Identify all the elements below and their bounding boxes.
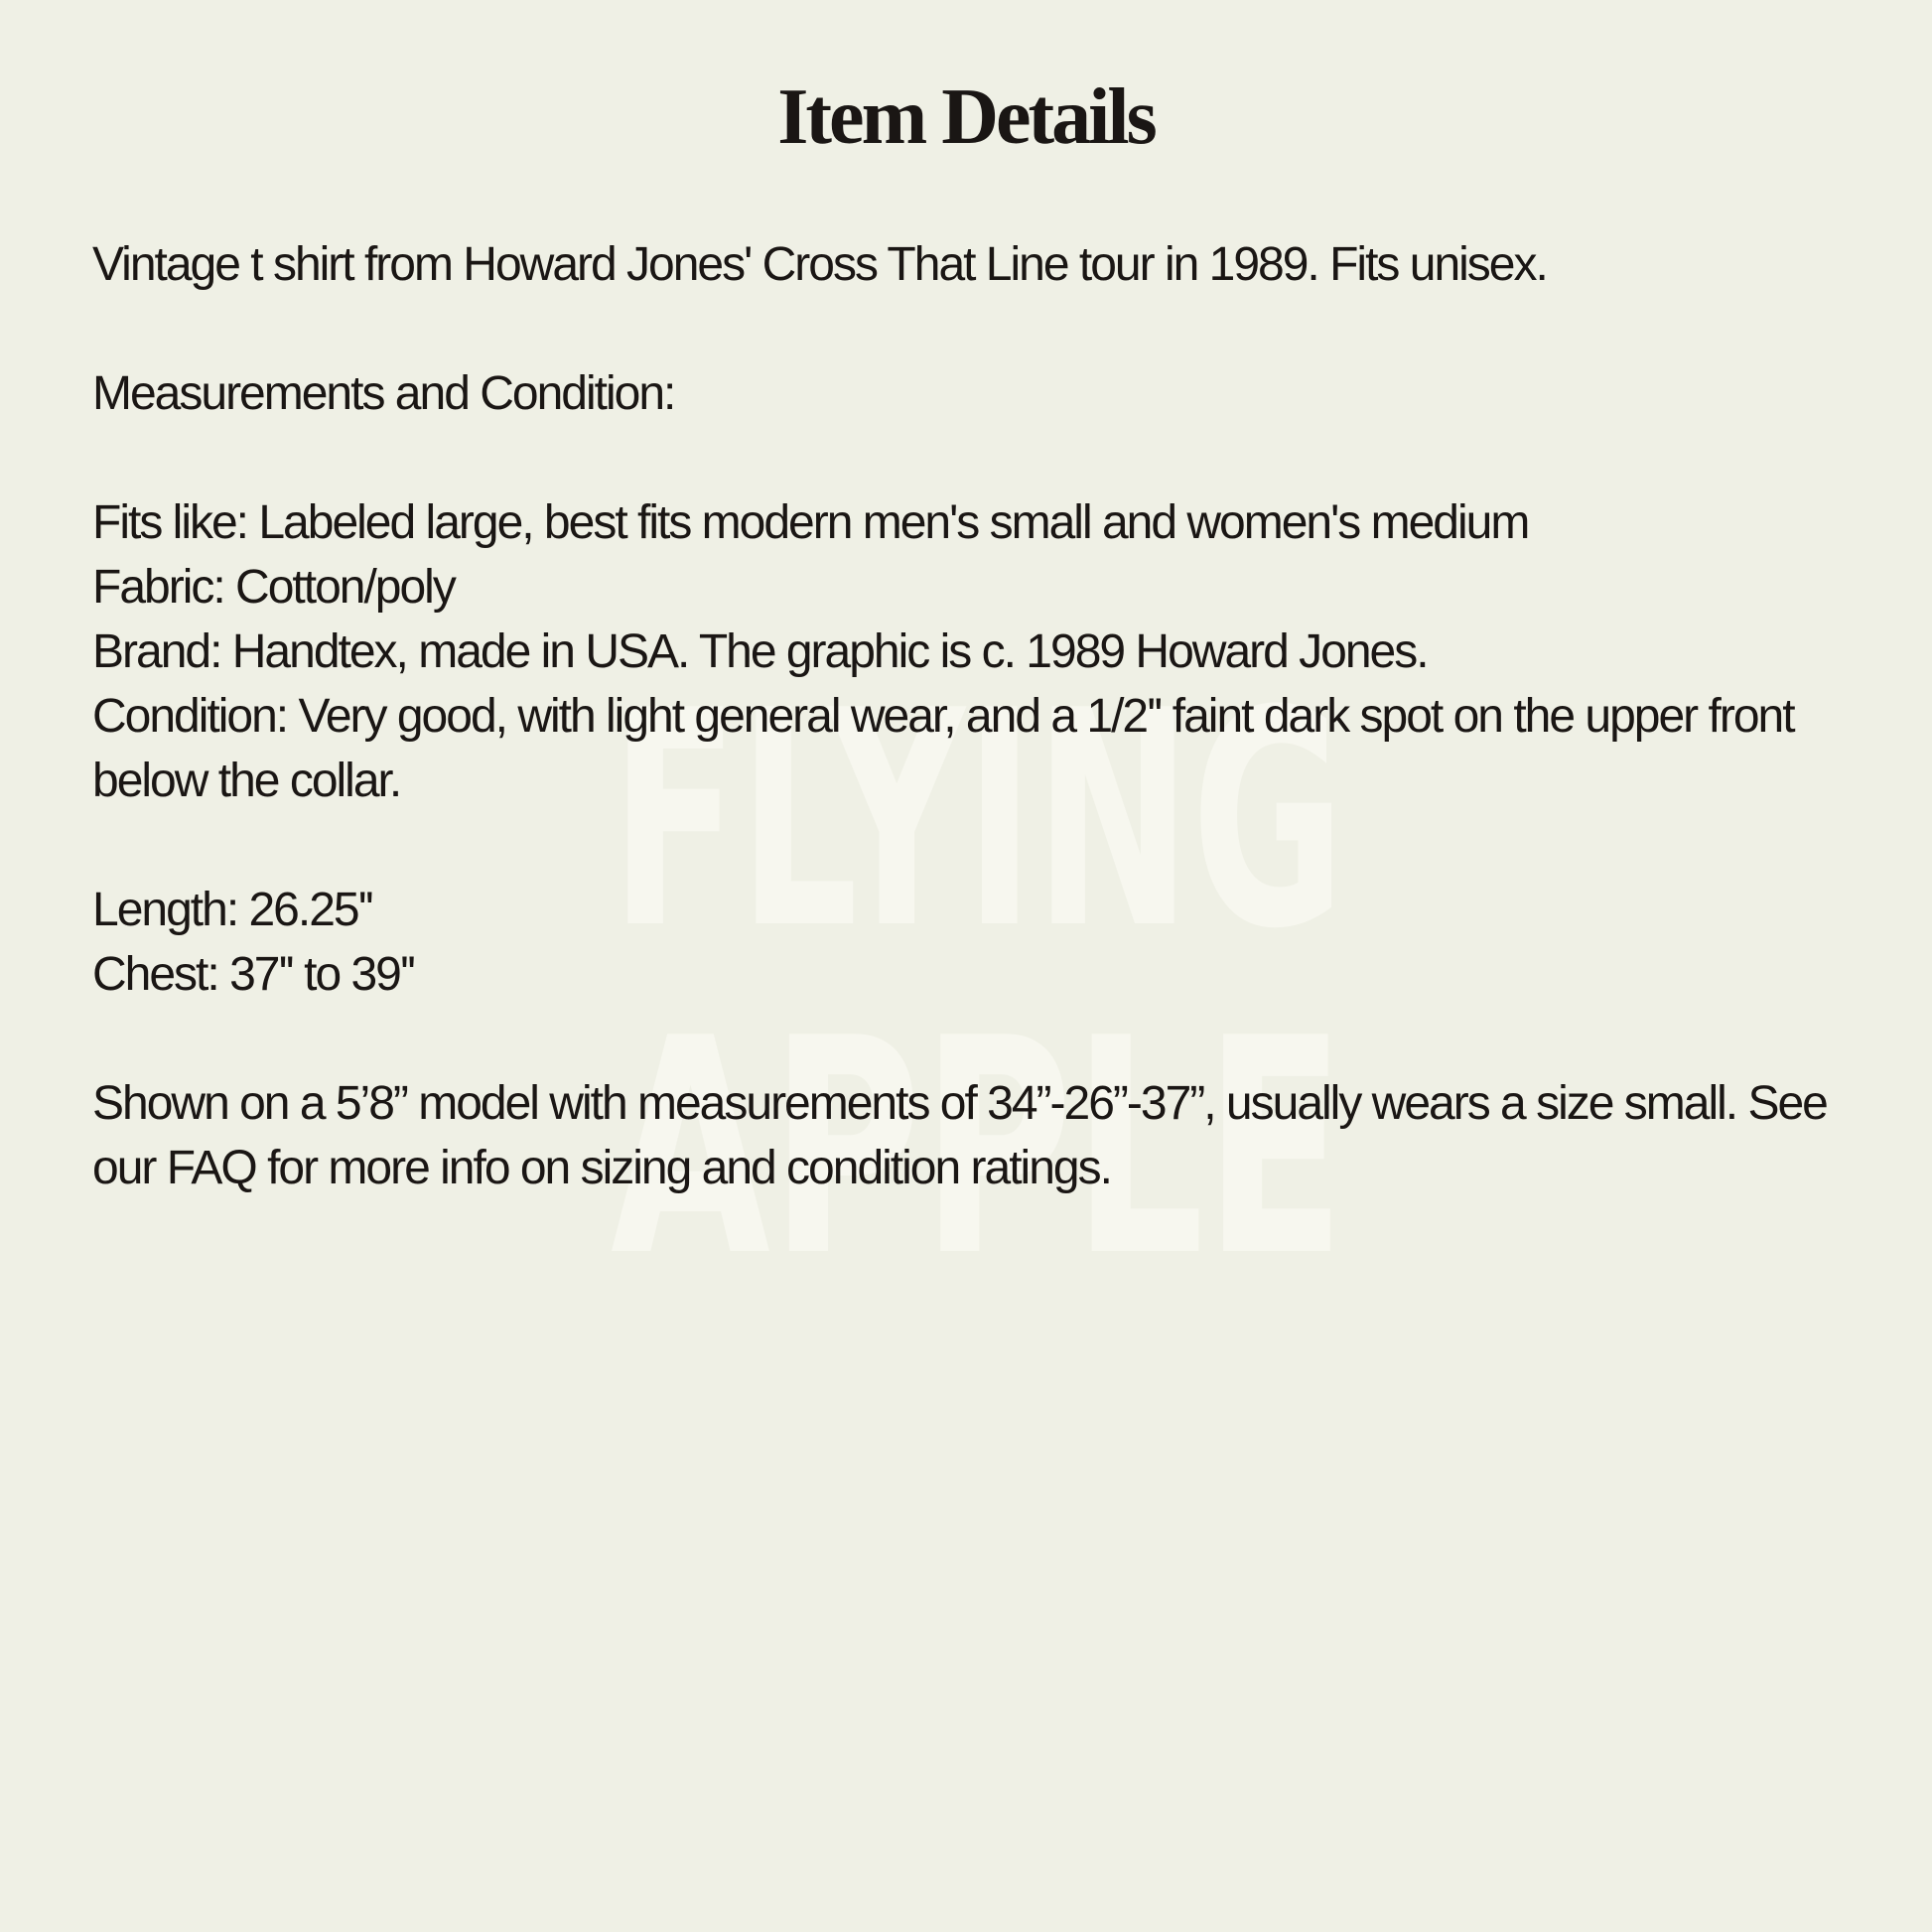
condition-text: Condition: Very good, with light general wear, and a 1/2'' faint dark spot on the upper front below the collar. bbox=[92, 690, 1794, 807]
chest-text: Chest: 37'' to 39'' bbox=[92, 948, 415, 1001]
item-description bbox=[92, 232, 1869, 1200]
length-text: Length: 26.25'' bbox=[92, 884, 372, 936]
intro-text: Vintage t shirt from Howard Jones' Cross That Line tour in 1989. Fits unisex. bbox=[92, 238, 1547, 291]
spacer bbox=[92, 1007, 1869, 1071]
brand-text: Brand: Handtex, made in USA. The graphic is c. 1989 Howard Jones. bbox=[92, 625, 1428, 678]
spacer bbox=[92, 297, 1869, 361]
watermark-line-2: APPLE bbox=[611, 975, 1345, 1311]
page-title: Item Details bbox=[777, 73, 1155, 161]
fabric-text: Fabric: Cotton/poly bbox=[92, 561, 455, 614]
watermark-line-1: FLYING bbox=[611, 647, 1345, 994]
spacer bbox=[92, 426, 1869, 490]
fits-like-text: Fits like: Labeled large, best fits modern men's small and women's medium bbox=[92, 496, 1529, 549]
model-note-text: Shown on a 5’8” model with measurements of 34”-26”-37”, usually wears a size small. See our FAQ for more info on sizing and condition ratings. bbox=[92, 1077, 1827, 1194]
measurements-heading: Measurements and Condition: bbox=[92, 367, 675, 420]
spacer bbox=[92, 813, 1869, 878]
